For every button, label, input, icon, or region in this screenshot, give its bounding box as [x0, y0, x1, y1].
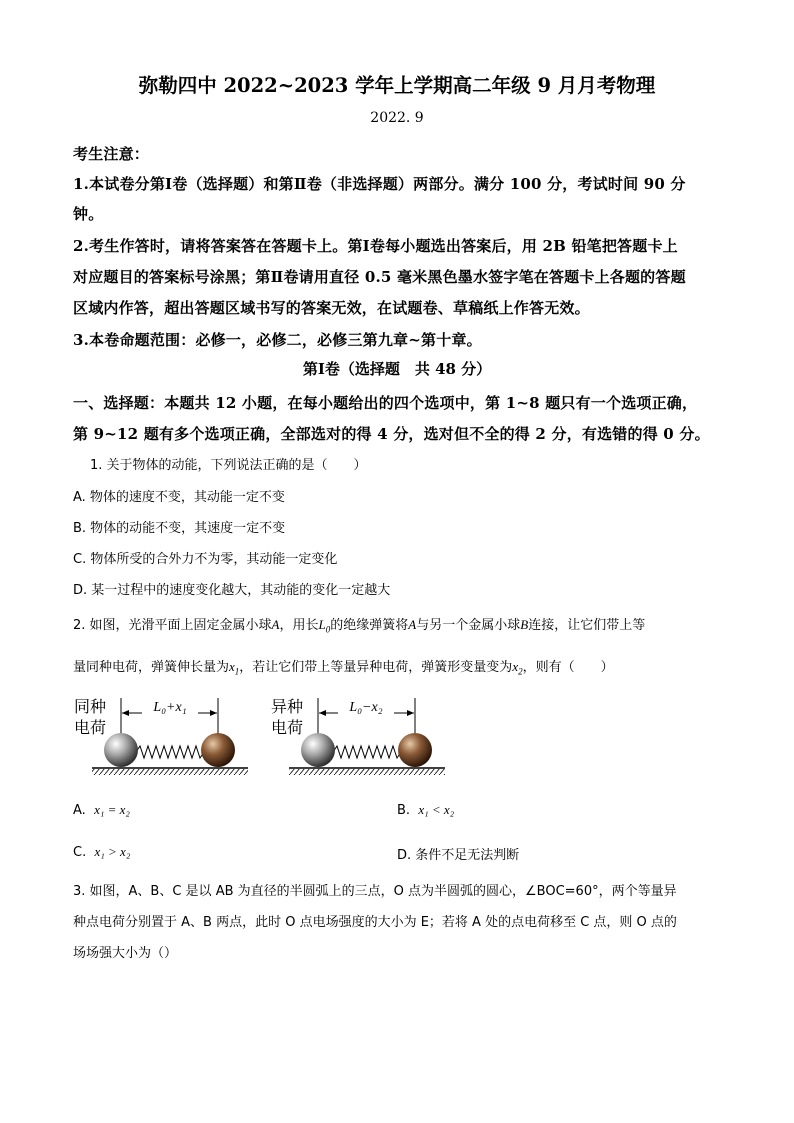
right-label-line-2: 电荷: [271, 720, 304, 737]
left-label-line-2: 电荷: [74, 720, 107, 737]
var-a: A: [271, 617, 280, 632]
var-x2: $x_2$: [512, 659, 523, 677]
notice-line: 2.考生作答时，请将答案答在答题卡上。第Ⅰ卷每小题选出答案后，用 2B 铅笔把答题卡上: [73, 237, 678, 255]
section-title: 第Ⅰ卷（选择题 共 48 分）: [302, 360, 492, 378]
notice-heading: 考生注意：: [73, 145, 150, 163]
question-1-option-a: A. 物体的速度不变，其动能一定不变: [73, 490, 285, 505]
right-spring: [333, 746, 401, 758]
exam-title: 弥勒四中 2022~2023 学年上学期高二年级 9 月月考物理: [138, 74, 656, 97]
section-intro: 一、选择题：本题共 12 小题，在每小题给出的四个选项中，第 1~8 题只有一个选项正确，: [73, 394, 698, 412]
left-ball-b: [201, 733, 235, 767]
var-b: B: [520, 617, 529, 632]
var-l0: $L_0$: [318, 617, 331, 635]
right-dim-arrow-left: [319, 710, 326, 716]
notice-line: 钟。: [73, 205, 104, 223]
right-label-line-1: 异种: [271, 699, 304, 716]
notice-line: 1.本试卷分第Ⅰ卷（选择题）和第Ⅱ卷（非选择题）两部分。满分 100 分，考试时间 90 分: [73, 175, 686, 193]
question-2-option-c: C. x₁ > x₂: [73, 844, 131, 860]
var-x1: $x_1$: [229, 659, 240, 677]
question-2-option-b: B. x₁ < x₂: [397, 802, 455, 818]
notice-line: 对应题目的答案标号涂黑；第Ⅱ卷请用直径 0.5 毫米黑色墨水签字笔在答题卡上各题的答题: [73, 268, 686, 286]
notice-line: 区域内作答，超出答题区域书写的答案无效，在试题卷、草稿纸上作答无效。: [73, 299, 590, 317]
question-2-option-a: A. x₁ = x₂: [73, 802, 130, 818]
right-ball-a: [301, 733, 335, 767]
question-1-option-c: C. 物体所受的合外力不为零，其动能一定变化: [73, 552, 338, 567]
exam-date: 2022. 9: [370, 110, 424, 126]
left-spring: [136, 746, 204, 758]
question-2-stem-line-1: 2. 如图，光滑平面上固定金属小球A，用长$L_0$的绝缘弹簧将A与另一个金属小球B连接，让它们带上等: [73, 617, 646, 635]
left-ball-a: [104, 733, 138, 767]
left-dim-arrow-right: [210, 710, 217, 716]
right-ball-b: [398, 733, 432, 767]
right-dim-arrow-right: [407, 710, 414, 716]
question-3-line-2: 种点电荷分别置于 A、B 两点，此时 O 点电场强度的大小为 E；若将 A 处的点电荷移至 C 点，则 O 点的: [73, 915, 677, 930]
section-intro: 第 9~12 题有多个选项正确，全部选对的得 4 分，选对但不全的得 2 分，有选错的得 0 分。: [73, 425, 710, 443]
left-length-label: L₀+x₁: [153, 700, 187, 715]
right-ground-hatch: [289, 769, 445, 775]
left-ground-hatch: [92, 769, 248, 775]
question-1-option-d: D. 某一过程中的速度变化越大，其动能的变化一定越大: [73, 583, 391, 598]
question-2-figure: [70, 690, 460, 780]
question-1-stem: 1. 关于物体的动能，下列说法正确的是（ ）: [90, 458, 367, 473]
question-3-line-1: 3. 如图，A、B、C 是以 AB 为直径的半圆弧上的三点，O 点为半圆弧的圆心，∠BOC=60°，两个等量异: [73, 884, 677, 899]
left-dim-arrow-left: [122, 710, 129, 716]
left-label-line-1: 同种: [74, 699, 107, 716]
question-3-line-3: 场场强大小为（）: [73, 946, 178, 961]
question-2-stem-line-2: 量同种电荷，弹簧伸长量为$x_1$，若让它们带上等量异种电荷，弹簧形变量变为$x_2$，则有（ ）: [73, 659, 614, 677]
notice-line: 3.本卷命题范围：必修一，必修二，必修三第九章~第十章。: [73, 331, 482, 349]
question-2-option-d: D. 条件不足无法判断: [397, 848, 520, 863]
question-1-option-b: B. 物体的动能不变，其速度一定不变: [73, 521, 286, 536]
right-length-label: L₀−x₂: [349, 700, 383, 715]
